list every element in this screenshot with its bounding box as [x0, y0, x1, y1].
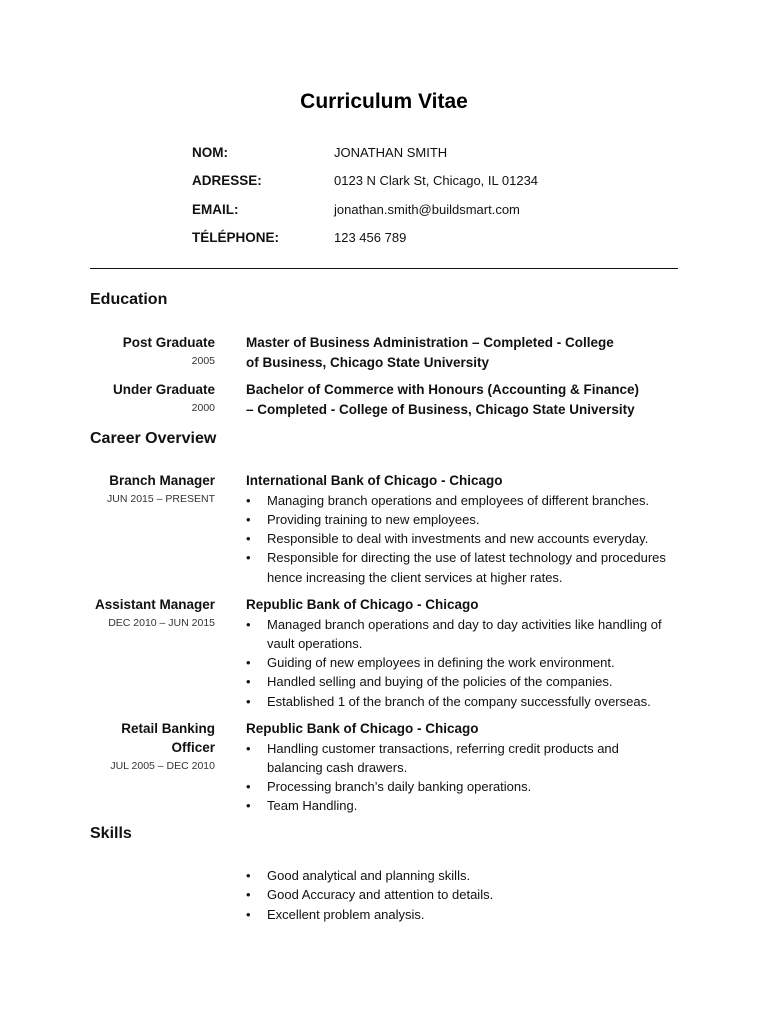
list-item — [246, 491, 686, 510]
info-value: jonathan.smith@buildsmart.com — [334, 201, 520, 217]
employer: International Bank of Chicago - Chicago — [246, 473, 503, 488]
info-value: 0123 N Clark St, Chicago, IL 01234 — [334, 173, 539, 189]
info-label: EMAIL: — [192, 201, 239, 217]
entry-right — [246, 595, 686, 711]
bullet-icon: • — [246, 550, 251, 566]
list-item-text: Responsible to deal with investments and new accounts everyday. — [267, 531, 649, 547]
list-item-text: Good Accuracy and attention to details. — [267, 887, 494, 903]
info-value: 123 456 789 — [334, 230, 407, 246]
bullet-icon: • — [246, 868, 251, 883]
education-year: 2005 — [191, 355, 215, 367]
education-description: Master of Business Administration – Completed - College of Business, Chicago State University — [246, 335, 614, 370]
job-dates: DEC 2010 – JUN 2015 — [108, 617, 215, 629]
entry-left — [60, 471, 215, 507]
list-item-text: Excellent problem analysis. — [267, 906, 425, 922]
bullet-icon: • — [246, 674, 251, 690]
bullet-icon: • — [246, 655, 251, 671]
bullet-icon: • — [246, 492, 251, 508]
bullet-icon: • — [246, 511, 251, 527]
bullet-icon: • — [246, 779, 251, 795]
skills-list — [246, 866, 686, 924]
list-item-text: Managed branch operations and day to day activities like handling of vault operations. — [267, 616, 662, 651]
entry-right — [246, 719, 686, 816]
list-item — [246, 672, 686, 691]
job-title: Assistant Manager — [94, 597, 215, 612]
personal-info — [192, 138, 538, 252]
list-item-text: Guiding of new employees in defining the work environment. — [267, 655, 615, 671]
entry-right — [246, 471, 686, 587]
entry-left — [60, 380, 215, 416]
info-row-address — [192, 167, 538, 196]
list-item — [246, 692, 686, 711]
document-title: Curriculum Vitae — [300, 90, 468, 113]
bullet-list — [246, 739, 686, 816]
list-item-text: Processing branch’s daily banking operations. — [267, 779, 532, 795]
entry-left — [60, 333, 215, 369]
bullet-icon: • — [246, 693, 251, 709]
bullet-icon: • — [246, 740, 251, 756]
job-dates: JUL 2005 – DEC 2010 — [110, 760, 215, 772]
list-item — [246, 548, 667, 587]
entry-right — [246, 380, 686, 419]
bullet-list — [246, 615, 686, 711]
list-item-text: Handling customer transactions, referring credit products and balancing cash drawers. — [267, 740, 619, 775]
bullet-icon: • — [246, 798, 251, 814]
education-level: Post Graduate — [122, 335, 215, 350]
info-row-email — [192, 195, 538, 224]
education-description: Bachelor of Commerce with Honours (Accounting & Finance) – Completed - College of Business, Chicago State University — [246, 382, 640, 417]
info-label: ADRESSE: — [192, 173, 262, 189]
employer: Republic Bank of Chicago - Chicago — [246, 721, 479, 736]
list-item — [246, 905, 686, 924]
job-title: Branch Manager — [109, 473, 215, 488]
section-title-education: Education — [90, 291, 168, 308]
list-item — [246, 796, 686, 815]
list-item-text: Managing branch operations and employees of different branches. — [267, 492, 650, 508]
education-year: 2000 — [191, 402, 215, 414]
list-item-text: Team Handling. — [267, 798, 358, 814]
info-value: JONATHAN SMITH — [334, 144, 448, 160]
list-item — [246, 866, 686, 885]
entry-right — [246, 333, 686, 372]
list-item-text: Established 1 of the branch of the company successfully overseas. — [267, 693, 651, 709]
header-divider — [90, 268, 678, 269]
entry-left — [60, 719, 215, 774]
employer: Republic Bank of Chicago - Chicago — [246, 597, 479, 612]
list-item — [246, 529, 686, 548]
info-row-phone — [192, 224, 538, 253]
job-dates: JUN 2015 – PRESENT — [107, 493, 215, 505]
bullet-icon: • — [246, 616, 251, 632]
bullet-list — [246, 491, 686, 587]
list-item — [246, 615, 692, 654]
entry-left — [60, 595, 215, 631]
list-item-text: Handled selling and buying of the policies of the companies. — [267, 674, 613, 690]
education-level: Under Graduate — [112, 382, 215, 397]
section-title-career: Career Overview — [90, 430, 217, 447]
list-item-text: Responsible for directing the use of latest technology and procedures hence increasing the client services at higher rates. — [267, 550, 666, 585]
bullet-icon: • — [246, 906, 251, 922]
list-item-text: Providing training to new employees. — [267, 511, 480, 527]
info-row-name — [192, 138, 538, 167]
list-item — [246, 510, 686, 529]
list-item — [246, 653, 686, 672]
list-item — [246, 885, 686, 904]
list-item — [246, 739, 667, 778]
section-title-skills: Skills — [90, 825, 132, 842]
bullet-icon: • — [246, 531, 251, 547]
info-label: TÉLÉPHONE: — [192, 230, 280, 246]
entry-right — [246, 866, 686, 924]
list-item-text: Good analytical and planning skills. — [267, 868, 471, 883]
bullet-icon: • — [246, 887, 251, 903]
info-label: NOM: — [192, 144, 228, 160]
job-title: Retail Banking Officer — [121, 721, 215, 755]
list-item — [246, 777, 686, 796]
